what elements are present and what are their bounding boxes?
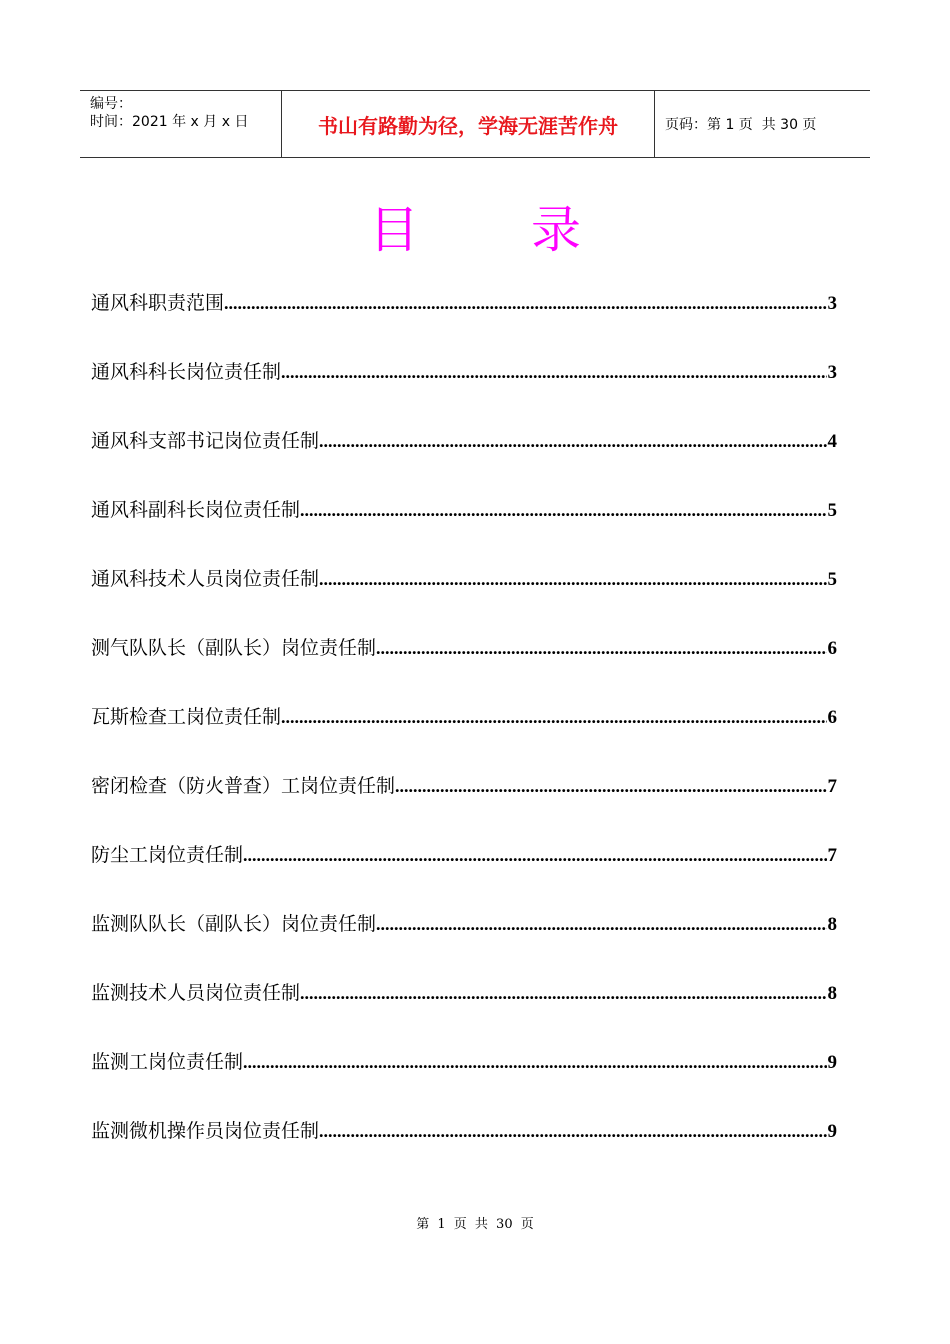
date-label: 时间：2021 年 x 月 x 日 xyxy=(90,114,249,130)
page-footer xyxy=(0,1213,950,1232)
toc-entry-label: 瓦斯检查工岗位责任制 xyxy=(91,706,282,728)
toc-leader-dots xyxy=(243,845,826,866)
toc-entry[interactable] xyxy=(91,495,837,564)
toc-entry-page: 4 xyxy=(827,431,837,452)
toc-leader-dots xyxy=(319,569,826,590)
toc-entry[interactable] xyxy=(91,564,837,633)
toc-entry-page: 3 xyxy=(827,362,837,383)
toc-leader-dots xyxy=(243,1052,826,1073)
toc-leader-dots xyxy=(281,707,826,728)
toc-leader-dots xyxy=(319,1121,826,1142)
toc-entry[interactable] xyxy=(91,771,837,840)
toc-entry[interactable] xyxy=(91,1047,837,1116)
toc-entry-label: 监测技术人员岗位责任制 xyxy=(91,982,301,1004)
toc-entry[interactable] xyxy=(91,357,837,426)
toc-entry[interactable] xyxy=(91,1116,837,1185)
toc-entry[interactable] xyxy=(91,978,837,1047)
toc-leader-dots xyxy=(224,293,826,314)
toc-leader-dots xyxy=(281,362,826,383)
toc-entry-label: 通风科职责范围 xyxy=(91,292,225,314)
toc-entry[interactable] xyxy=(91,426,837,495)
toc-entry-page: 7 xyxy=(827,776,837,797)
toc-entry-label: 通风科技术人员岗位责任制 xyxy=(91,568,320,590)
toc-entry-label: 通风科副科长岗位责任制 xyxy=(91,499,301,521)
toc-entry-page: 3 xyxy=(827,293,837,314)
header-motto xyxy=(282,91,655,157)
toc-entry-page: 8 xyxy=(827,983,837,1004)
title-char-2: 录 xyxy=(531,201,581,259)
toc-entry-label: 密闭检查（防火普查）工岗位责任制 xyxy=(91,775,396,797)
toc-leader-dots xyxy=(395,776,826,797)
toc-entry-label: 通风科科长岗位责任制 xyxy=(91,361,282,383)
toc-leader-dots xyxy=(376,638,826,659)
table-of-contents xyxy=(91,288,837,1185)
motto-text: 书山有路勤为径，学海无涯苦作舟 xyxy=(318,113,618,138)
toc-entry-label: 监测队队长（副队长）岗位责任制 xyxy=(91,913,377,935)
footer-page-number: 第 1 页 共 30 页 xyxy=(416,1217,534,1232)
toc-entry[interactable] xyxy=(91,909,837,978)
header-meta xyxy=(80,91,282,157)
toc-entry-page: 8 xyxy=(827,914,837,935)
page-header xyxy=(80,90,870,158)
toc-entry[interactable] xyxy=(91,633,837,702)
toc-leader-dots xyxy=(300,983,826,1004)
toc-entry-page: 6 xyxy=(827,707,837,728)
serial-number-label: 编号： xyxy=(90,96,132,112)
toc-entry-label: 监测微机操作员岗位责任制 xyxy=(91,1120,320,1142)
toc-entry-page: 5 xyxy=(827,500,837,521)
toc-entry-page: 9 xyxy=(827,1121,837,1142)
title-char-1: 目 xyxy=(369,201,419,259)
toc-entry-page: 6 xyxy=(827,638,837,659)
toc-entry-label: 防尘工岗位责任制 xyxy=(91,844,244,866)
toc-leader-dots xyxy=(319,431,826,452)
toc-entry[interactable] xyxy=(91,702,837,771)
toc-entry-page: 7 xyxy=(827,845,837,866)
toc-leader-dots xyxy=(300,500,826,521)
page-info-text: 页码：第 1 页 共 30 页 xyxy=(665,117,817,133)
page-title xyxy=(0,196,950,264)
toc-entry-page: 9 xyxy=(827,1052,837,1073)
toc-leader-dots xyxy=(376,914,826,935)
toc-entry[interactable] xyxy=(91,288,837,357)
toc-entry-label: 通风科支部书记岗位责任制 xyxy=(91,430,320,452)
toc-entry-label: 测气队队长（副队长）岗位责任制 xyxy=(91,637,377,659)
toc-entry-page: 5 xyxy=(827,569,837,590)
toc-entry[interactable] xyxy=(91,840,837,909)
header-page-info xyxy=(655,91,870,157)
toc-entry-label: 监测工岗位责任制 xyxy=(91,1051,244,1073)
